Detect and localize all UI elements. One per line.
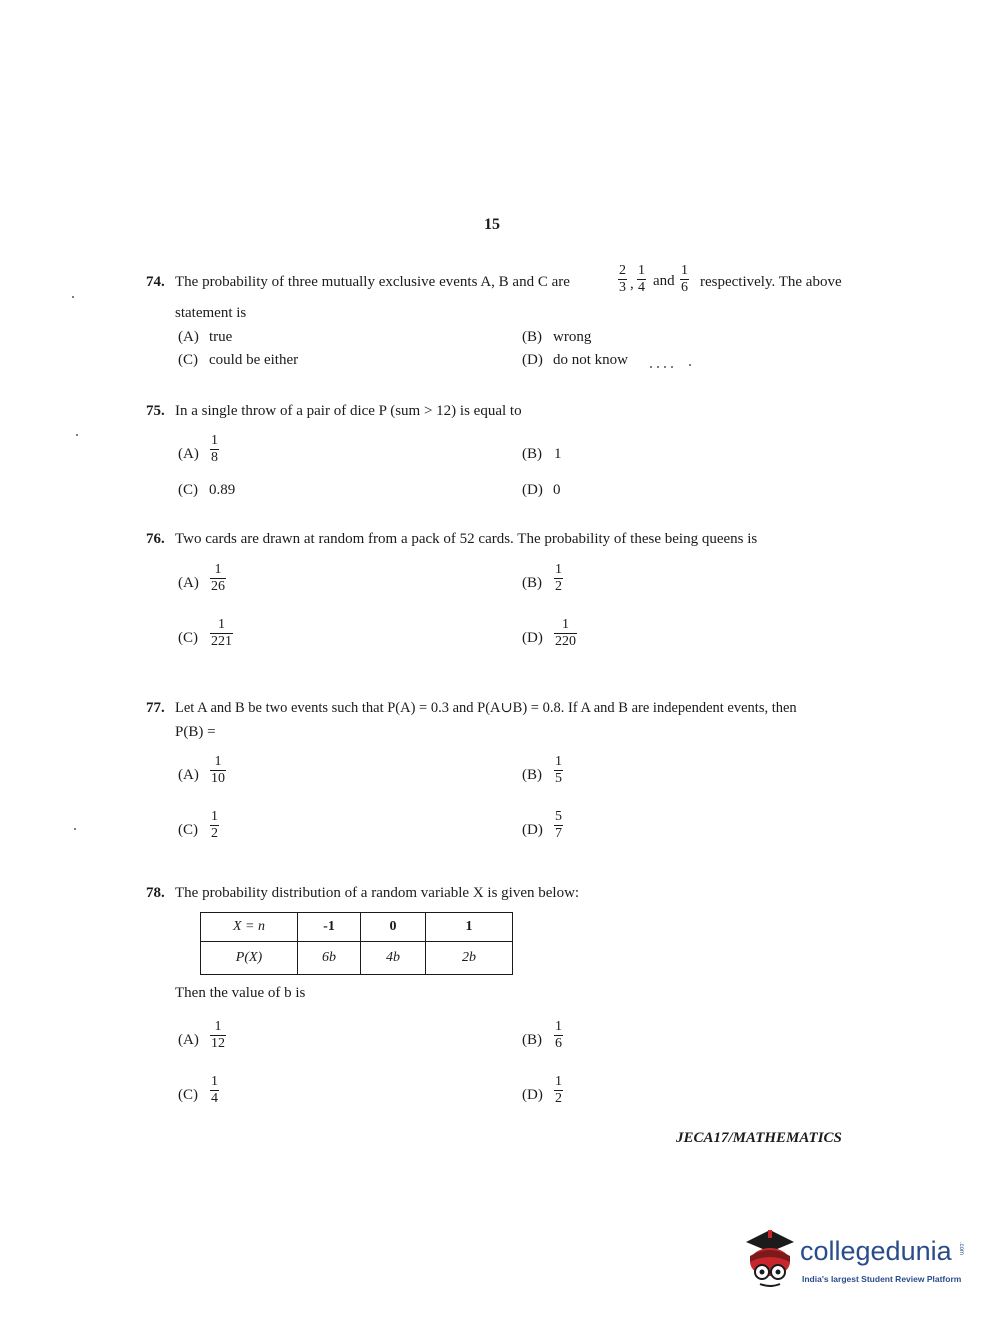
option-c-fraction: 1 221: [211, 617, 232, 649]
option-label-a: (A): [178, 329, 199, 345]
option-label-b: (B): [522, 446, 542, 462]
option-c: could be either: [209, 352, 299, 368]
mascot-icon: [742, 1226, 800, 1292]
distribution-table: [200, 912, 513, 975]
option-c: 0.89: [209, 482, 236, 498]
scan-speck: [650, 366, 652, 368]
option-label-d: (D): [522, 630, 543, 646]
table-cell: 0: [361, 913, 426, 942]
question-number: 77.: [146, 700, 165, 716]
table-cell: 1: [426, 913, 513, 942]
question-text-end: respectively. The above: [700, 274, 842, 290]
scan-speck: [74, 828, 76, 830]
table-cell: 6b: [298, 942, 361, 975]
scan-speck: [671, 366, 673, 368]
question-number: 74.: [146, 274, 165, 290]
table-cell: X = n: [201, 913, 298, 942]
scan-speck: [664, 366, 666, 368]
option-b-fraction: 1 2: [555, 562, 562, 594]
logo-name: collegedunia: [800, 1236, 952, 1266]
option-label-c: (C): [178, 352, 198, 368]
option-d-fraction: 5 7: [555, 809, 562, 841]
option-a-fraction: 1 26: [211, 562, 225, 594]
option-b-fraction: 1 6: [555, 1019, 562, 1051]
option-c-fraction: 1 4: [211, 1074, 218, 1106]
scan-speck: [657, 366, 659, 368]
option-label-d: (D): [522, 822, 543, 838]
question-text: In a single throw of a pair of dice P (sum > 12) is equal to: [175, 403, 522, 419]
fraction: 1 4: [638, 263, 645, 295]
collegedunia-logo: [742, 1226, 972, 1292]
scan-speck: [76, 434, 78, 436]
table-row: [201, 942, 513, 975]
fraction: 2 3: [619, 263, 626, 295]
table-cell: -1: [298, 913, 361, 942]
question-text: Two cards are drawn at random from a pack of 52 cards. The probability of these being queens is: [175, 531, 758, 547]
table-cell: P(X): [201, 942, 298, 975]
question-number: 78.: [146, 885, 165, 901]
question-text-line2: statement is: [175, 305, 247, 321]
option-label-d: (D): [522, 1087, 543, 1103]
scan-speck: [72, 296, 74, 298]
option-label-c: (C): [178, 630, 198, 646]
option-d: 0: [553, 482, 561, 498]
scan-speck: [689, 364, 691, 366]
option-b: wrong: [553, 329, 592, 345]
table-cell: 2b: [426, 942, 513, 975]
option-label-c: (C): [178, 482, 198, 498]
option-d-fraction: 1 220: [555, 617, 576, 649]
option-label-c: (C): [178, 822, 198, 838]
option-a: true: [209, 329, 233, 345]
option-b: 1: [554, 446, 562, 462]
option-d-fraction: 1 2: [555, 1074, 562, 1106]
question-number: 75.: [146, 403, 165, 419]
option-d: do not know: [553, 352, 628, 368]
question-text: Let A and B be two events such that P(A) = 0.3 and P(A∪B) = 0.8. If A and B are independent events, then: [175, 700, 797, 716]
option-a-fraction: 1 12: [211, 1019, 225, 1051]
and-word: and: [653, 273, 675, 289]
comma: ,: [630, 276, 634, 292]
option-a-fraction: 1 8: [211, 433, 218, 465]
question-text-line2: P(B) =: [175, 724, 216, 740]
option-a-fraction: 1 10: [211, 754, 225, 786]
page-number: 15: [484, 216, 500, 233]
option-c-fraction: 1 2: [211, 809, 218, 841]
fraction: 1 6: [681, 263, 688, 295]
option-b-fraction: 1 5: [555, 754, 562, 786]
option-label-b: (B): [522, 1032, 542, 1048]
option-label-d: (D): [522, 482, 543, 498]
question-text-after: Then the value of b is: [175, 985, 306, 1001]
option-label-a: (A): [178, 446, 199, 462]
option-label-b: (B): [522, 575, 542, 591]
option-label-b: (B): [522, 767, 542, 783]
question-text: The probability of three mutually exclusive events A, B and C are: [175, 274, 570, 290]
table-row: [201, 913, 513, 942]
option-label-a: (A): [178, 1032, 199, 1048]
question-text: The probability distribution of a random variable X is given below:: [175, 885, 580, 901]
option-label-a: (A): [178, 767, 199, 783]
option-label-a: (A): [178, 575, 199, 591]
table-cell: 4b: [361, 942, 426, 975]
option-label-b: (B): [522, 329, 542, 345]
option-label-d: (D): [522, 352, 543, 368]
option-label-c: (C): [178, 1087, 198, 1103]
logo-tagline: India's largest Student Review Platform: [802, 1274, 962, 1284]
logo-suffix: .com: [958, 1242, 964, 1256]
paper-code: JECA17/MATHEMATICS: [676, 1130, 842, 1146]
question-number: 76.: [146, 531, 165, 547]
